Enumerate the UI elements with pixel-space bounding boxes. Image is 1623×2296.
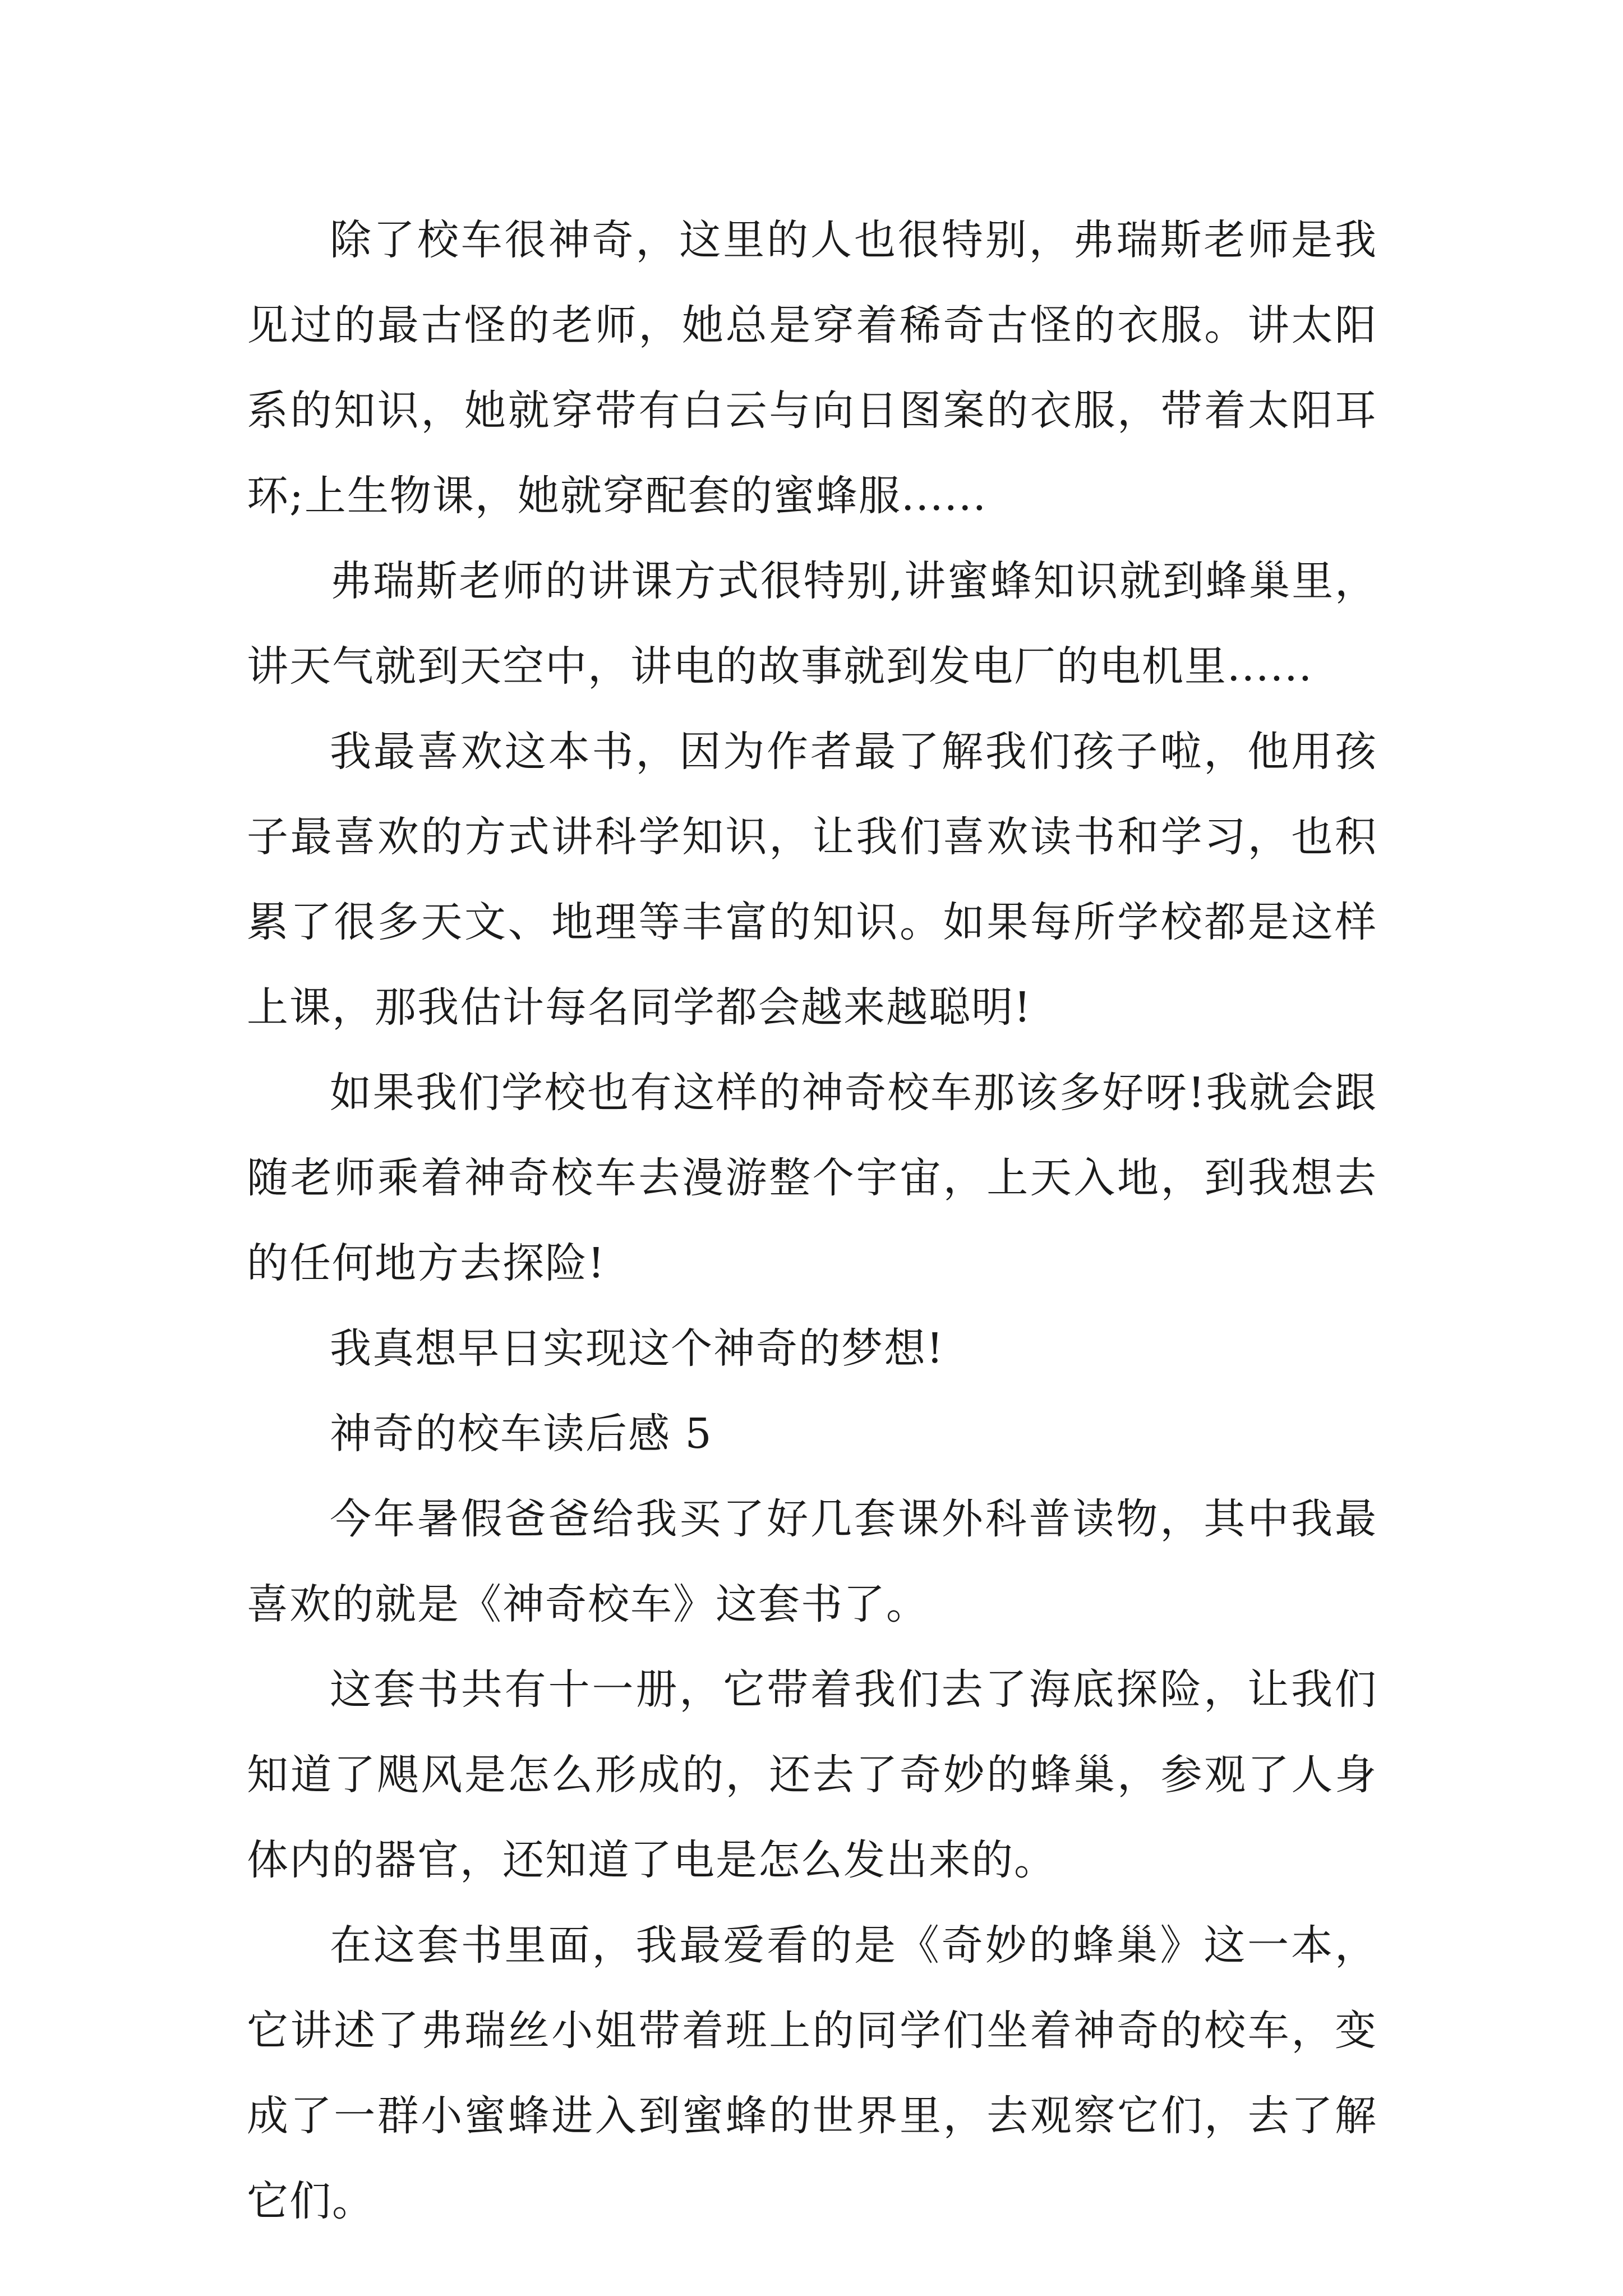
paragraph-1: 除了校车很神奇，这里的人也很特别，弗瑞斯老师是我见过的最古怪的老师，她总是穿着稀奇古怪的衣服。讲太阳系的知识，她就穿带有白云与向日图案的衣服，带着太阳耳环;上生物课，她就穿配套的蜜蜂服......	[247, 216, 1377, 520]
paragraph-3: 我最喜欢这本书，因为作者最了解我们孩子啦，他用孩子最喜欢的方式讲科学知识，让我们喜欢读书和学习，也积累了很多天文、地理等丰富的知识。如果每所学校都是这样上课，那我估计每名同学都会越来越聪明!	[247, 728, 1377, 1032]
document-body	[247, 197, 1377, 2244]
paragraph-5: 我真想早日实现这个神奇的梦想!	[330, 1324, 944, 1373]
section-heading: 神奇的校车读后感 5	[330, 1410, 713, 1458]
section-paragraph-1: 今年暑假爸爸给我买了好几套课外科普读物，其中我最喜欢的就是《神奇校车》这套书了。	[247, 1495, 1377, 1628]
paragraph-2: 弗瑞斯老师的讲课方式很特别,讲蜜蜂知识就到蜂巢里，讲天气就到天空中，讲电的故事就到发电厂的电机里......	[247, 557, 1377, 691]
section-paragraph-3: 在这套书里面，我最爱看的是《奇妙的蜂巢》这一本，它讲述了弗瑞丝小姐带着班上的同学们坐着神奇的校车，变成了一群小蜜蜂进入到蜜蜂的世界里，去观察它们，去了解它们。	[247, 1921, 1377, 2225]
paragraph-4: 如果我们学校也有这样的神奇校车那该多好呀!我就会跟随老师乘着神奇校车去漫游整个宇宙，上天入地，到我想去的任何地方去探险!	[247, 1069, 1377, 1287]
section-paragraph-2: 这套书共有十一册，它带着我们去了海底探险，让我们知道了飓风是怎么形成的，还去了奇妙的蜂巢，参观了人身体内的器官，还知道了电是怎么发出来的。	[247, 1665, 1377, 1884]
